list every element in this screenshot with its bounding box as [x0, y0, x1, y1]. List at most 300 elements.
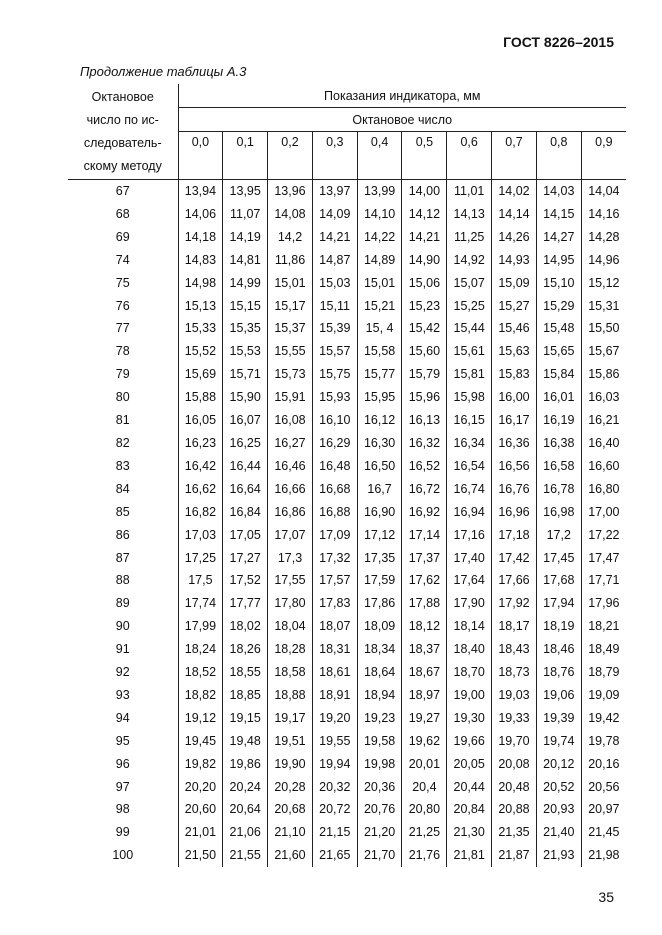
reading-cell: 19,66	[447, 730, 492, 753]
reading-cell: 18,64	[357, 661, 402, 684]
reading-cell: 15,69	[178, 363, 223, 386]
reading-cell: 15,46	[492, 317, 537, 340]
reading-cell: 15,90	[223, 386, 268, 409]
reading-cell: 18,12	[402, 615, 447, 638]
octane-value-cell: 91	[68, 638, 178, 661]
reading-cell: 19,33	[492, 707, 537, 730]
reading-cell: 15,60	[402, 340, 447, 363]
octane-value-cell: 95	[68, 730, 178, 753]
reading-cell: 15,12	[588, 275, 620, 290]
reading-cell: 21,30	[447, 821, 492, 844]
reading-cell: 19,23	[357, 707, 402, 730]
reading-cell: 15,35	[223, 317, 268, 340]
reading-cell: 14,19	[223, 226, 268, 249]
left-header-line: Октановое	[91, 89, 154, 104]
table-row	[68, 661, 626, 684]
reading-cell: 16,15	[447, 409, 492, 432]
reading-cell: 16,52	[402, 455, 447, 478]
reading-cell: 16,86	[268, 501, 313, 524]
reading-cell: 16,50	[357, 455, 402, 478]
reading-cell: 18,24	[178, 638, 223, 661]
reading-cell: 21,76	[402, 844, 447, 867]
reading-cell: 16,88	[312, 501, 357, 524]
reading-cell: 17,96	[588, 596, 620, 611]
reading-cell: 18,09	[357, 615, 402, 638]
octane-value-cell: 67	[68, 180, 178, 203]
reading-cell: 19,00	[447, 684, 492, 707]
reading-cell: 15,15	[223, 295, 268, 318]
column-header: 0,9	[581, 132, 626, 180]
reading-cell: 13,96	[268, 180, 313, 203]
reading-cell: 14,92	[447, 249, 492, 272]
reading-cell: 19,51	[268, 730, 313, 753]
table-row	[68, 844, 626, 867]
reading-cell: 15,21	[357, 295, 402, 318]
reading-cell: 13,94	[178, 180, 223, 203]
reading-cell: 13,99	[357, 180, 402, 203]
reading-cell: 14,09	[312, 203, 357, 226]
reading-cell: 20,64	[223, 798, 268, 821]
octane-number-subheader: Октановое число	[178, 108, 626, 132]
reading-cell: 15,42	[402, 317, 447, 340]
reading-cell: 16,84	[223, 501, 268, 524]
reading-cell: 21,50	[178, 844, 223, 867]
column-header: 0,6	[447, 132, 492, 180]
reading-cell: 17,88	[402, 592, 447, 615]
reading-cell: 21,93	[536, 844, 581, 867]
reading-cell: 19,58	[357, 730, 402, 753]
reading-cell: 16,54	[447, 455, 492, 478]
reading-cell: 15,06	[402, 272, 447, 295]
reading-cell: 19,17	[268, 707, 313, 730]
reading-cell: 14,98	[178, 272, 223, 295]
reading-cell: 16,17	[492, 409, 537, 432]
table-row	[68, 821, 626, 844]
reading-cell: 15,61	[447, 340, 492, 363]
reading-cell: 17,86	[357, 592, 402, 615]
octane-value-cell: 76	[68, 295, 178, 318]
reading-cell: 18,14	[447, 615, 492, 638]
reading-cell: 13,95	[223, 180, 268, 203]
reading-cell: 21,40	[536, 821, 581, 844]
reading-cell: 18,82	[178, 684, 223, 707]
octane-value-cell: 99	[68, 821, 178, 844]
reading-cell: 16,92	[402, 501, 447, 524]
table-row	[68, 547, 626, 570]
indicator-readings-header: Показания индикатора, мм	[178, 84, 626, 108]
octane-value-cell: 86	[68, 524, 178, 547]
reading-cell: 17,40	[447, 547, 492, 570]
octane-value-cell: 93	[68, 684, 178, 707]
reading-cell: 19,42	[588, 710, 620, 725]
table-row	[68, 226, 626, 249]
reading-cell: 17,66	[492, 569, 537, 592]
reading-cell: 14,21	[402, 226, 447, 249]
reading-cell: 15,84	[536, 363, 581, 386]
reading-cell: 15,98	[447, 386, 492, 409]
reading-cell: 15,29	[536, 295, 581, 318]
reading-cell: 16,7	[357, 478, 402, 501]
reading-cell: 15,95	[357, 386, 402, 409]
reading-cell: 18,34	[357, 638, 402, 661]
reading-cell: 19,82	[178, 753, 223, 776]
left-header-line: следователь-	[83, 135, 162, 150]
reading-cell: 17,99	[178, 615, 223, 638]
reading-cell: 16,23	[178, 432, 223, 455]
table-row	[68, 730, 626, 753]
reading-cell: 18,21	[588, 619, 620, 634]
reading-cell: 14,83	[178, 249, 223, 272]
reading-cell: 17,16	[447, 524, 492, 547]
octane-value-cell: 89	[68, 592, 178, 615]
reading-cell: 16,13	[402, 409, 447, 432]
reading-cell: 17,62	[402, 569, 447, 592]
octane-value-cell: 82	[68, 432, 178, 455]
reading-cell: 17,74	[178, 592, 223, 615]
reading-cell: 18,07	[312, 615, 357, 638]
reading-cell: 20,68	[268, 798, 313, 821]
octane-value-cell: 98	[68, 798, 178, 821]
reading-cell: 15,73	[268, 363, 313, 386]
reading-cell: 15,17	[268, 295, 313, 318]
reading-cell: 17,71	[588, 573, 620, 588]
reading-cell: 18,19	[536, 615, 581, 638]
reading-cell: 18,43	[492, 638, 537, 661]
left-header-line: скому методу	[83, 158, 162, 173]
column-header: 0,8	[536, 132, 581, 180]
reading-cell: 14,15	[536, 203, 581, 226]
reading-cell: 19,86	[223, 753, 268, 776]
table-caption: Продолжение таблицы А.3	[80, 64, 247, 79]
reading-cell: 15,58	[357, 340, 402, 363]
table-row	[68, 592, 626, 615]
reading-cell: 15,10	[536, 272, 581, 295]
column-header: 0,3	[312, 132, 357, 180]
reading-cell: 13,97	[312, 180, 357, 203]
reading-cell: 17,57	[312, 569, 357, 592]
table-row	[68, 317, 626, 340]
reading-cell: 15,48	[536, 317, 581, 340]
reading-cell: 16,19	[536, 409, 581, 432]
reading-cell: 16,34	[447, 432, 492, 455]
reading-cell: 18,67	[402, 661, 447, 684]
reading-cell: 15,31	[588, 298, 620, 313]
reading-cell: 16,66	[268, 478, 313, 501]
reading-cell: 17,80	[268, 592, 313, 615]
reading-cell: 14,81	[223, 249, 268, 272]
reading-cell: 16,78	[536, 478, 581, 501]
reading-cell: 11,07	[223, 203, 268, 226]
reading-cell: 16,82	[178, 501, 223, 524]
reading-cell: 16,29	[312, 432, 357, 455]
reading-cell: 16,07	[223, 409, 268, 432]
octane-value-cell: 87	[68, 547, 178, 570]
reading-cell: 16,21	[588, 413, 620, 428]
reading-cell: 16,96	[492, 501, 537, 524]
reading-cell: 20,48	[492, 776, 537, 799]
reading-cell: 18,40	[447, 638, 492, 661]
reading-cell: 15,50	[588, 321, 620, 336]
reading-cell: 15,67	[588, 344, 620, 359]
reading-cell: 16,90	[357, 501, 402, 524]
reading-cell: 19,20	[312, 707, 357, 730]
octane-value-cell: 68	[68, 203, 178, 226]
reading-cell: 17,42	[492, 547, 537, 570]
reading-cell: 20,20	[178, 776, 223, 799]
reading-cell: 16,76	[492, 478, 537, 501]
column-header: 0,5	[402, 132, 447, 180]
reading-cell: 16,98	[536, 501, 581, 524]
reading-cell: 19,39	[536, 707, 581, 730]
reading-cell: 20,88	[492, 798, 537, 821]
reading-cell: 19,30	[447, 707, 492, 730]
reading-cell: 16,25	[223, 432, 268, 455]
reading-cell: 17,3	[268, 547, 313, 570]
reading-cell: 15,53	[223, 340, 268, 363]
table-row	[68, 615, 626, 638]
reading-cell: 16,64	[223, 478, 268, 501]
reading-cell: 18,94	[357, 684, 402, 707]
reading-cell: 20,84	[447, 798, 492, 821]
reading-cell: 20,4	[402, 776, 447, 799]
octane-value-cell: 94	[68, 707, 178, 730]
reading-cell: 19,12	[178, 707, 223, 730]
reading-cell: 14,93	[492, 249, 537, 272]
reading-cell: 16,03	[588, 390, 620, 405]
reading-cell: 17,03	[178, 524, 223, 547]
reading-cell: 20,56	[588, 779, 620, 794]
reading-cell: 17,83	[312, 592, 357, 615]
reading-cell: 16,56	[492, 455, 537, 478]
octane-value-cell: 90	[68, 615, 178, 638]
reading-cell: 15,01	[268, 272, 313, 295]
reading-cell: 14,12	[402, 203, 447, 226]
table-row	[68, 409, 626, 432]
reading-cell: 20,72	[312, 798, 357, 821]
reading-cell: 17,07	[268, 524, 313, 547]
reading-cell: 17,2	[536, 524, 581, 547]
reading-cell: 16,40	[588, 435, 620, 450]
reading-cell: 19,90	[268, 753, 313, 776]
table-row	[68, 478, 626, 501]
reading-cell: 16,12	[357, 409, 402, 432]
reading-cell: 14,21	[312, 226, 357, 249]
reading-cell: 14,99	[223, 272, 268, 295]
reading-cell: 18,26	[223, 638, 268, 661]
reading-cell: 18,61	[312, 661, 357, 684]
table-row	[68, 180, 626, 203]
reading-cell: 20,93	[536, 798, 581, 821]
reading-cell: 16,42	[178, 455, 223, 478]
table-row	[68, 386, 626, 409]
reading-cell: 16,00	[492, 386, 537, 409]
reading-cell: 11,01	[447, 180, 492, 203]
column-header: 0,4	[357, 132, 402, 180]
reading-cell: 19,48	[223, 730, 268, 753]
reading-cell: 20,28	[268, 776, 313, 799]
reading-cell: 15,83	[492, 363, 537, 386]
table-row	[68, 501, 626, 524]
reading-cell: 18,46	[536, 638, 581, 661]
reading-cell: 17,09	[312, 524, 357, 547]
column-header: 0,7	[492, 132, 537, 180]
reading-cell: 17,37	[402, 547, 447, 570]
reading-cell: 14,06	[178, 203, 223, 226]
table-row	[68, 295, 626, 318]
reading-cell: 17,55	[268, 569, 313, 592]
page-number: 35	[598, 889, 614, 905]
reading-cell: 18,02	[223, 615, 268, 638]
reading-cell: 16,32	[402, 432, 447, 455]
reading-cell: 15,96	[402, 386, 447, 409]
reading-cell: 21,87	[492, 844, 537, 867]
reading-cell: 15,91	[268, 386, 313, 409]
table-row	[68, 569, 626, 592]
reading-cell: 17,22	[588, 527, 620, 542]
reading-cell: 15,44	[447, 317, 492, 340]
reading-cell: 17,32	[312, 547, 357, 570]
reading-cell: 15,07	[447, 272, 492, 295]
reading-cell: 20,05	[447, 753, 492, 776]
reading-cell: 19,06	[536, 684, 581, 707]
octane-value-cell: 75	[68, 272, 178, 295]
reading-cell: 16,38	[536, 432, 581, 455]
reading-cell: 11,86	[268, 249, 313, 272]
reading-cell: 18,28	[268, 638, 313, 661]
reading-cell: 15, 4	[357, 317, 402, 340]
octane-value-cell: 79	[68, 363, 178, 386]
reading-cell: 21,20	[357, 821, 402, 844]
reading-cell: 16,62	[178, 478, 223, 501]
reading-cell: 14,02	[492, 180, 537, 203]
table-row	[68, 707, 626, 730]
octane-value-cell: 100	[68, 844, 178, 867]
reading-cell: 15,27	[492, 295, 537, 318]
reading-cell: 20,08	[492, 753, 537, 776]
table-row	[68, 684, 626, 707]
reading-cell: 17,92	[492, 592, 537, 615]
table-row	[68, 432, 626, 455]
reading-cell: 17,59	[357, 569, 402, 592]
table-row	[68, 249, 626, 272]
reading-cell: 15,03	[312, 272, 357, 295]
reading-cell: 20,97	[588, 802, 620, 817]
reading-cell: 16,44	[223, 455, 268, 478]
reading-cell: 17,45	[536, 547, 581, 570]
reading-cell: 18,91	[312, 684, 357, 707]
reading-cell: 15,75	[312, 363, 357, 386]
reading-cell: 15,57	[312, 340, 357, 363]
reading-cell: 21,60	[268, 844, 313, 867]
reading-cell: 20,32	[312, 776, 357, 799]
reading-cell: 18,73	[492, 661, 537, 684]
reading-cell: 17,25	[178, 547, 223, 570]
reading-cell: 17,27	[223, 547, 268, 570]
octane-value-cell: 81	[68, 409, 178, 432]
reading-cell: 20,76	[357, 798, 402, 821]
octane-value-cell: 97	[68, 776, 178, 799]
reading-cell: 16,60	[588, 458, 620, 473]
table-row	[68, 524, 626, 547]
reading-cell: 16,68	[312, 478, 357, 501]
reading-cell: 20,01	[402, 753, 447, 776]
reading-cell: 18,58	[268, 661, 313, 684]
reading-cell: 15,39	[312, 317, 357, 340]
reading-cell: 19,45	[178, 730, 223, 753]
reading-cell: 21,10	[268, 821, 313, 844]
reading-cell: 16,58	[536, 455, 581, 478]
reading-cell: 21,65	[312, 844, 357, 867]
reading-cell: 19,74	[536, 730, 581, 753]
octane-value-cell: 85	[68, 501, 178, 524]
reading-cell: 14,2	[268, 226, 313, 249]
reading-cell: 21,01	[178, 821, 223, 844]
table-row	[68, 363, 626, 386]
reading-cell: 20,60	[178, 798, 223, 821]
reading-cell: 20,12	[536, 753, 581, 776]
column-header: 0,2	[268, 132, 313, 180]
table-row	[68, 203, 626, 226]
reading-cell: 21,45	[588, 825, 620, 840]
octane-value-cell: 96	[68, 753, 178, 776]
reading-cell: 17,64	[447, 569, 492, 592]
table-row	[68, 455, 626, 478]
reading-cell: 18,97	[402, 684, 447, 707]
reading-cell: 18,88	[268, 684, 313, 707]
table-row	[68, 798, 626, 821]
reading-cell: 14,08	[268, 203, 313, 226]
reading-cell: 15,77	[357, 363, 402, 386]
table-row	[68, 776, 626, 799]
reading-cell: 15,23	[402, 295, 447, 318]
reading-cell: 16,05	[178, 409, 223, 432]
reading-cell: 14,00	[402, 180, 447, 203]
reading-cell: 20,36	[357, 776, 402, 799]
reading-cell: 14,18	[178, 226, 223, 249]
reading-cell: 14,14	[492, 203, 537, 226]
reading-cell: 14,90	[402, 249, 447, 272]
reading-cell: 14,27	[536, 226, 581, 249]
reading-cell: 14,13	[447, 203, 492, 226]
reading-cell: 17,35	[357, 547, 402, 570]
reading-cell: 16,46	[268, 455, 313, 478]
reading-cell: 21,25	[402, 821, 447, 844]
reading-cell: 17,77	[223, 592, 268, 615]
reading-cell: 16,30	[357, 432, 402, 455]
reading-cell: 14,22	[357, 226, 402, 249]
column-header: 0,1	[223, 132, 268, 180]
reading-cell: 15,86	[588, 367, 620, 382]
reading-cell: 11,25	[447, 226, 492, 249]
reading-cell: 17,52	[223, 569, 268, 592]
reading-cell: 15,71	[223, 363, 268, 386]
table-row	[68, 340, 626, 363]
reading-cell: 17,12	[357, 524, 402, 547]
reading-cell: 18,79	[588, 665, 620, 680]
reading-cell: 20,44	[447, 776, 492, 799]
reading-cell: 18,31	[312, 638, 357, 661]
left-header-line: число по ис-	[86, 112, 159, 127]
reading-cell: 15,09	[492, 272, 537, 295]
table-row	[68, 753, 626, 776]
table-row	[68, 638, 626, 661]
reading-cell: 15,33	[178, 317, 223, 340]
reading-cell: 21,55	[223, 844, 268, 867]
reading-cell: 14,26	[492, 226, 537, 249]
reading-cell: 19,09	[588, 687, 620, 702]
reading-cell: 15,65	[536, 340, 581, 363]
octane-value-cell: 77	[68, 317, 178, 340]
